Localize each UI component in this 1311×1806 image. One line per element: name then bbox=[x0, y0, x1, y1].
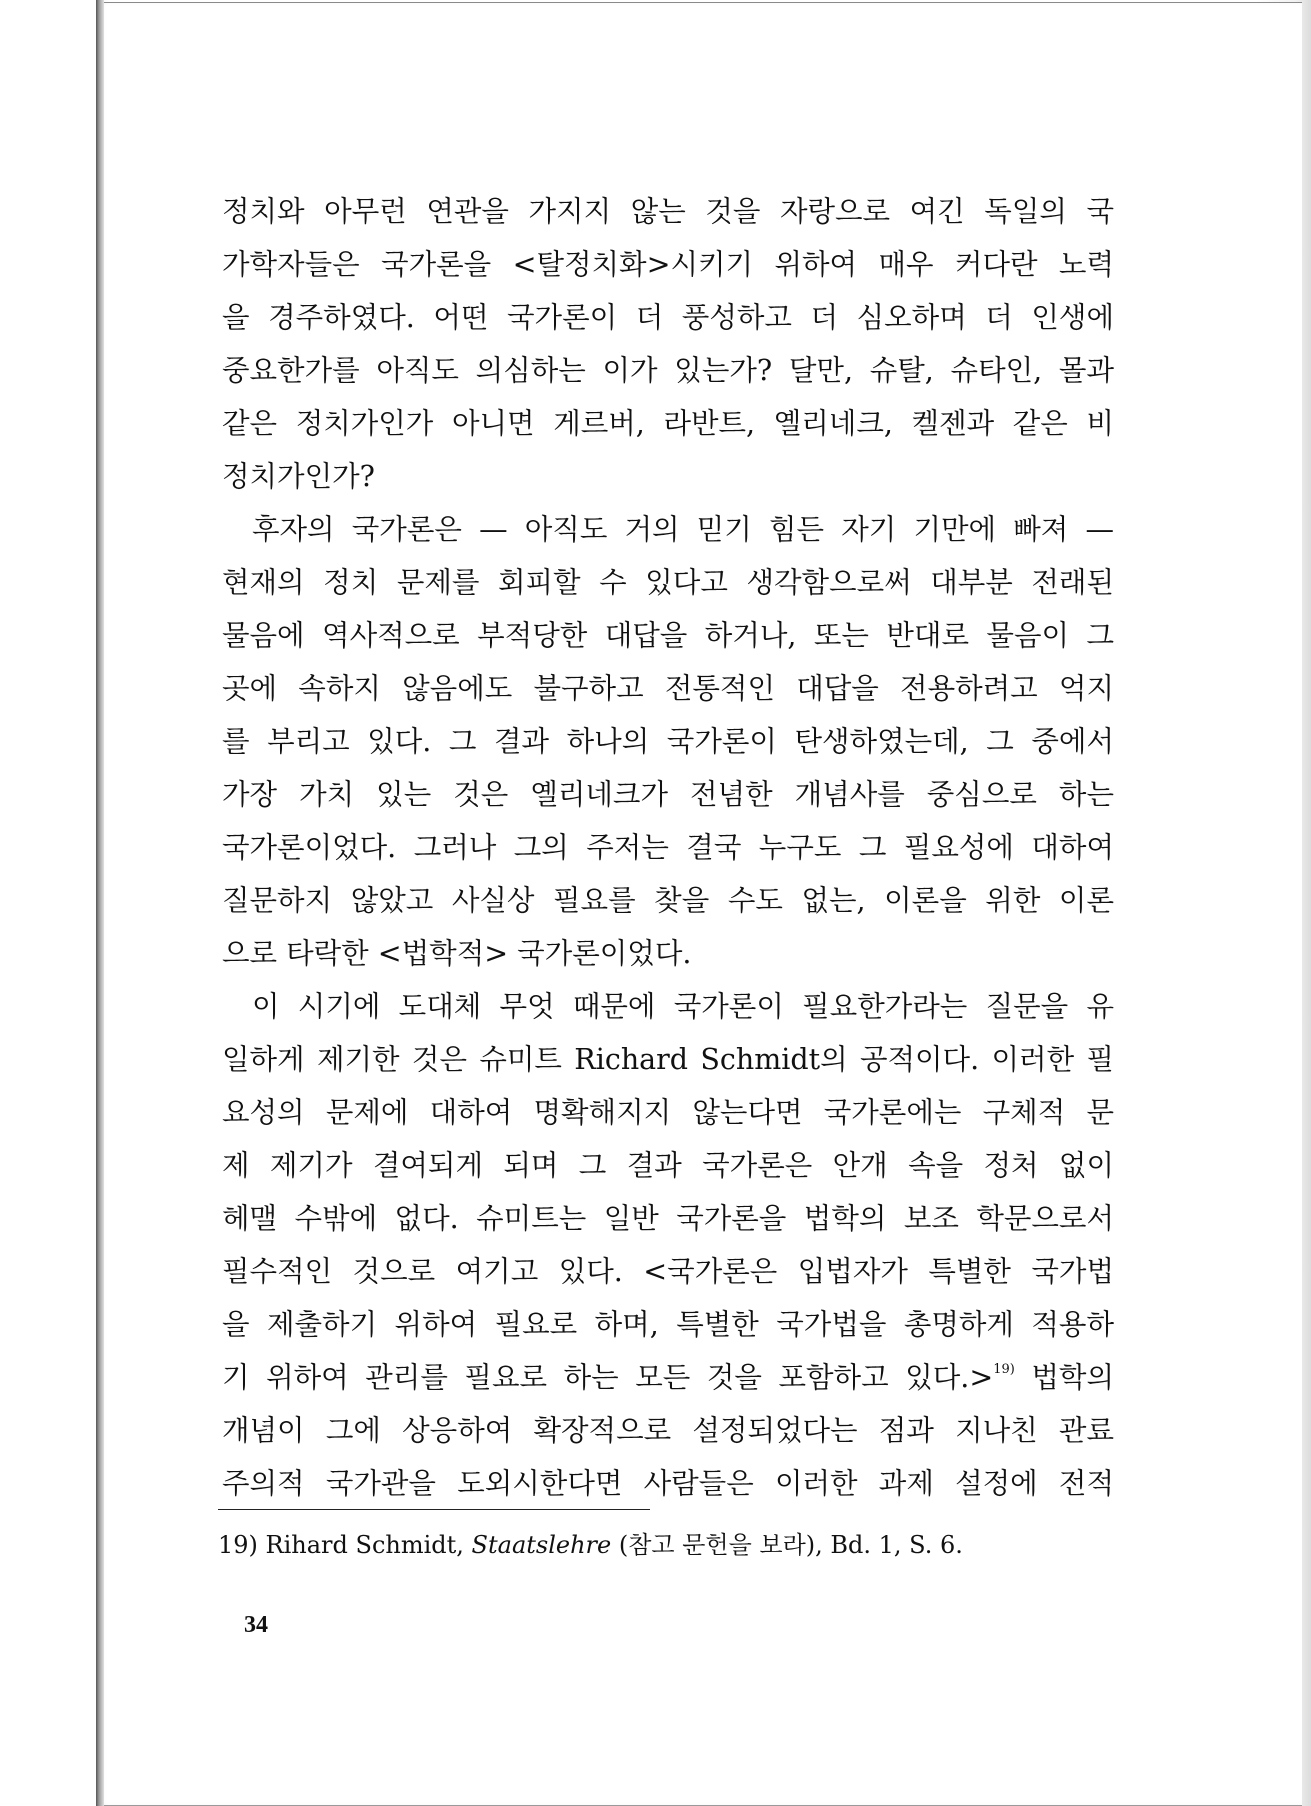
book-spine-edge bbox=[96, 0, 104, 1806]
text-line: 국가론이었다. 그러나 그의 주저는 결국 누구도 그 필요성에 대하여 bbox=[222, 831, 1114, 864]
text-line: 물음에 역사적으로 부적당한 대답을 하거나, 또는 반대로 물음이 그 bbox=[222, 619, 1114, 652]
page-number: 34 bbox=[244, 1612, 268, 1638]
footnote bbox=[218, 1525, 963, 1560]
body-text bbox=[222, 185, 1114, 1510]
text-line: 질문하지 않았고 사실상 필요를 찾을 수도 없는, 이론을 위한 이론 bbox=[222, 884, 1114, 917]
text-line: 주의적 국가관을 도외시한다면 사람들은 이러한 과제 설정에 전적 bbox=[222, 1467, 1114, 1500]
text-line: 을 경주하였다. 어떤 국가론이 더 풍성하고 더 심오하며 더 인생에 bbox=[222, 301, 1114, 334]
footnote-divider bbox=[218, 1509, 650, 1510]
text-line: 을 제출하기 위하여 필요로 하며, 특별한 국가법을 총명하게 적용하 bbox=[222, 1308, 1114, 1341]
text-line: 정치와 아무런 연관을 가지지 않는 것을 자랑으로 여긴 독일의 국 bbox=[222, 195, 1114, 228]
text-line: 이 시기에 도대체 무엇 때문에 국가론이 필요한가라는 질문을 유 bbox=[252, 990, 1114, 1023]
text-line: 같은 정치가인가 아니면 게르버, 라반트, 옐리네크, 켈젠과 같은 비 bbox=[222, 407, 1114, 440]
text-line-segment: 법학의 bbox=[1014, 1361, 1114, 1394]
text-line: 후자의 국가론은 — 아직도 거의 믿기 힘든 자기 기만에 빠져 — bbox=[252, 513, 1114, 546]
text-line: 가학자들은 국가론을 <탈정치화>시키기 위하여 매우 커다란 노력 bbox=[222, 248, 1114, 281]
text-line: 가장 가치 있는 것은 옐리네크가 전념한 개념사를 중심으로 하는 bbox=[222, 778, 1114, 811]
text-line-segment: 기 위하여 관리를 필요로 하는 모든 것을 포함하고 있다.> bbox=[222, 1361, 994, 1394]
footnote-title: Staatslehre bbox=[471, 1531, 612, 1559]
text-line: 정치가인가? bbox=[222, 460, 375, 493]
text-line: 개념이 그에 상응하여 확장적으로 설정되었다는 점과 지나친 관료 bbox=[222, 1414, 1114, 1447]
text-line: 헤맬 수밖에 없다. 슈미트는 일반 국가론을 법학의 보조 학문으로서 bbox=[222, 1202, 1114, 1235]
text-line: 현재의 정치 문제를 회피할 수 있다고 생각함으로써 대부분 전래된 bbox=[222, 566, 1114, 599]
text-line: 중요한가를 아직도 의심하는 이가 있는가? 달만, 슈탈, 슈타인, 몰과 bbox=[222, 354, 1114, 387]
text-line: 일하게 제기한 것은 슈미트 Richard Schmidt의 공적이다. 이러한 필 bbox=[222, 1043, 1114, 1076]
text-line: 으로 타락한 <법학적> 국가론이었다. bbox=[222, 937, 692, 970]
text-line: 곳에 속하지 않음에도 불구하고 전통적인 대답을 전용하려고 억지 bbox=[222, 672, 1114, 705]
text-line: 를 부리고 있다. 그 결과 하나의 국가론이 탄생하였는데, 그 중에서 bbox=[222, 725, 1114, 758]
text-line-with-footnote bbox=[222, 1351, 1114, 1404]
footnote-reference: 19) bbox=[993, 1362, 1015, 1377]
text-line: 제 제기가 결여되게 되며 그 결과 국가론은 안개 속을 정처 없이 bbox=[222, 1149, 1114, 1182]
text-line: 요성의 문제에 대하여 명확해지지 않는다면 국가론에는 구체적 문 bbox=[222, 1096, 1114, 1129]
footnote-prefix: 19) Rihard Schmidt, bbox=[218, 1531, 472, 1559]
footnote-suffix: (참고 문헌을 보라), Bd. 1, S. 6. bbox=[611, 1531, 963, 1559]
text-line: 필수적인 것으로 여기고 있다. <국가론은 입법자가 특별한 국가법 bbox=[222, 1255, 1114, 1288]
